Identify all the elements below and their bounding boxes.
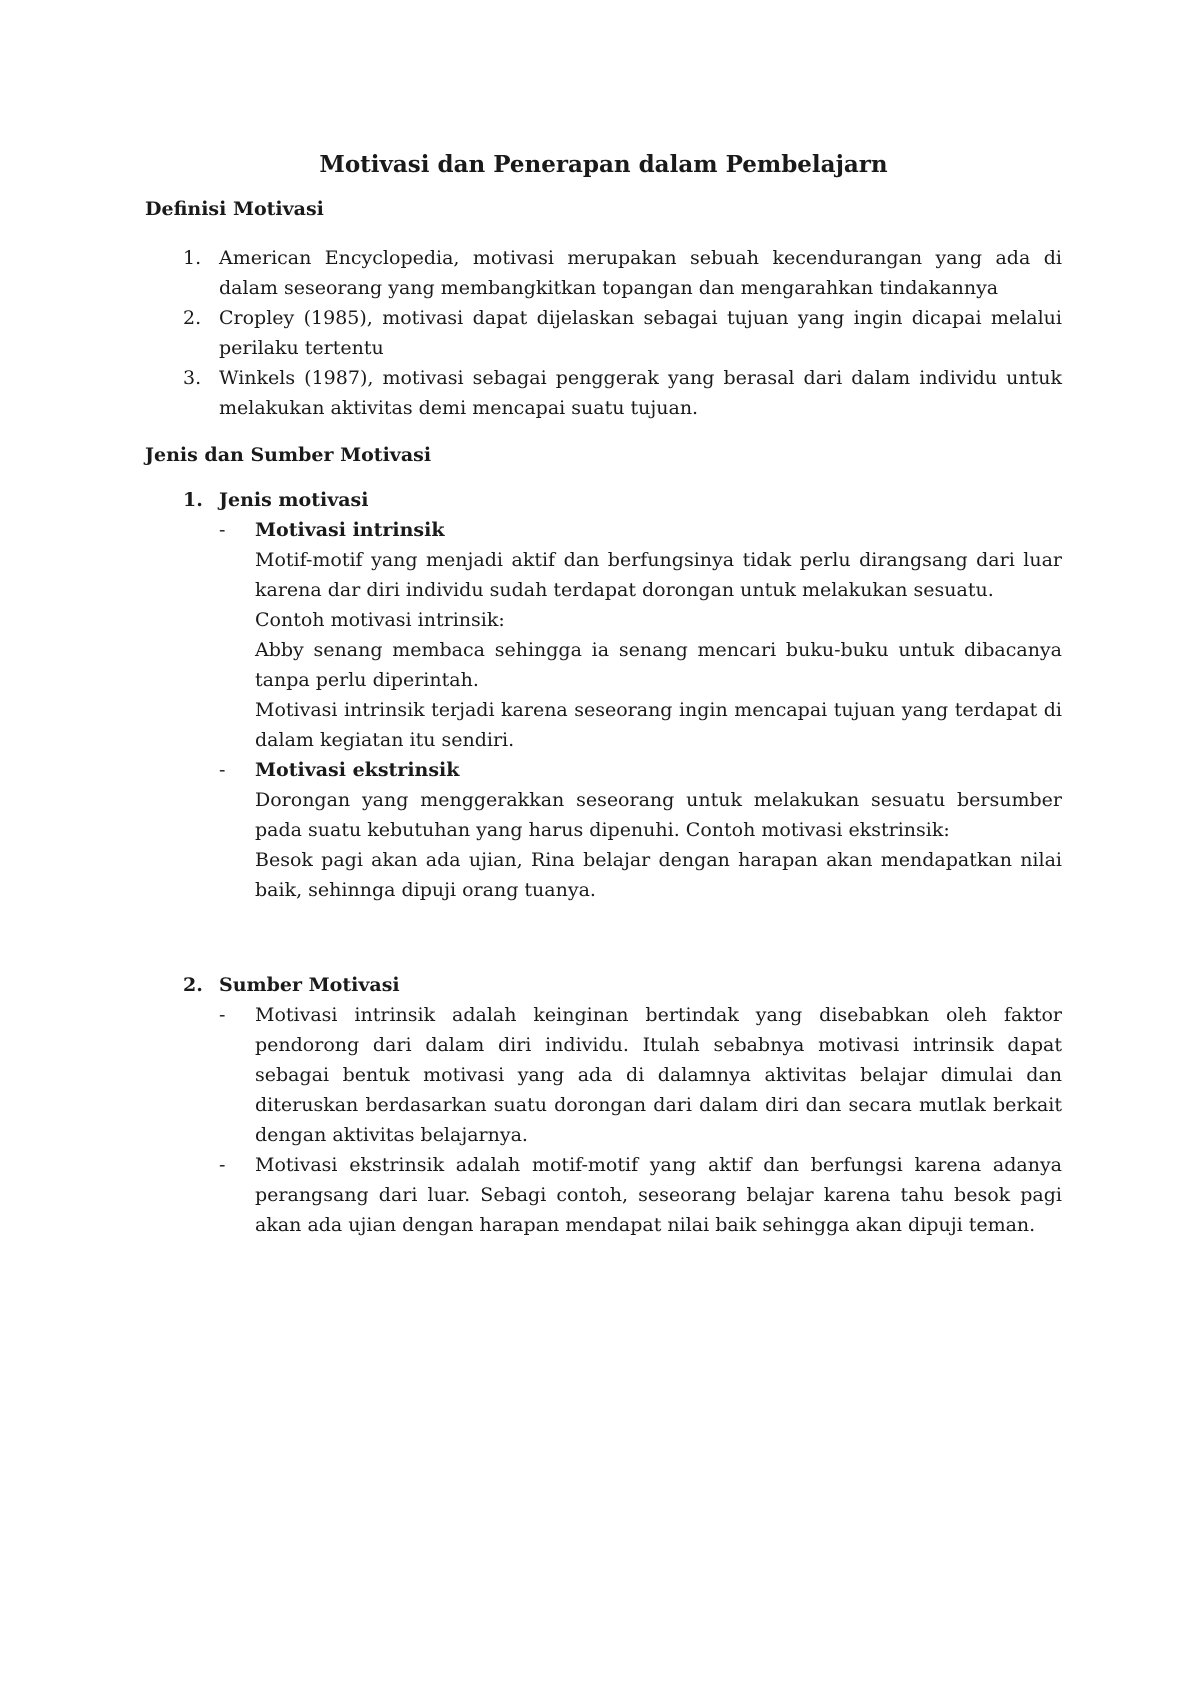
sumber-item-text: Motivasi ekstrinsik adalah motif-motif yang aktif dan berfungsi karena adanya perangsang dari luar. Sebagi contoh, seseorang belajar karena tahu besok pagi akan ada ujian dengan harapan mendapat nilai baik sehingga akan dipuji teman. xyxy=(255,1154,1062,1236)
document-title: Motivasi dan Penerapan dalam Pembelajarn xyxy=(319,151,888,178)
ekstrinsik-example: Besok pagi akan ada ujian, Rina belajar dengan harapan akan mendapatkan nilai baik, sehinnga dipuji orang tuanya. xyxy=(255,849,1062,901)
ekstrinsik-block xyxy=(145,755,1062,905)
item-text: Cropley (1985), motivasi dapat dijelaskan sebagai tujuan yang ingin dicapai melalui perilaku tertentu xyxy=(219,307,1062,359)
item-number: 1. xyxy=(183,247,202,269)
dash-bullet: - xyxy=(219,1154,226,1176)
subsection-jenis-motivasi xyxy=(145,485,1062,515)
definition-item xyxy=(145,363,1062,423)
subsection-label: Jenis motivasi xyxy=(219,489,369,511)
intrinsik-note: Motivasi intrinsik terjadi karena seseorang ingin mencapai tujuan yang terdapat di dalam kegiatan itu sendiri. xyxy=(255,699,1062,751)
dash-bullet: - xyxy=(219,759,226,781)
dash-bullet: - xyxy=(219,1004,226,1026)
sumber-item-text: Motivasi intrinsik adalah keinginan bertindak yang disebabkan oleh faktor pendorong dari dalam diri individu. Itulah sebabnya motivasi intrinsik dapat sebagai bentuk motivasi yang ada di dalamnya aktivitas belajar dimulai dan diteruskan berdasarkan suatu dorongan dari dalam diri dan secara mutlak berkait dengan aktivitas belajarnya. xyxy=(255,1004,1062,1146)
definition-item xyxy=(145,243,1062,303)
subsection-label: Sumber Motivasi xyxy=(219,974,400,996)
intrinsik-paragraph: Motif-motif yang menjadi aktif dan berfungsinya tidak perlu dirangsang dari luar karena dar diri individu sudah terdapat dorongan untuk melakukan sesuatu. xyxy=(255,549,1062,601)
ekstrinsik-paragraph: Dorongan yang menggerakkan seseorang untuk melakukan sesuatu bersumber pada suatu kebutuhan yang harus dipenuhi. Contoh motivasi ekstrinsik: xyxy=(255,789,1062,841)
intrinsik-block xyxy=(145,515,1062,755)
item-number: 2. xyxy=(183,974,203,996)
intrinsik-example-label: Contoh motivasi intrinsik: xyxy=(255,609,505,631)
item-number: 2. xyxy=(183,307,202,329)
item-text: Winkels (1987), motivasi sebagai penggerak yang berasal dari dalam individu untuk melakukan aktivitas demi mencapai suatu tujuan. xyxy=(219,367,1062,419)
item-text: American Encyclopedia, motivasi merupakan sebuah kecendurangan yang ada di dalam seseorang yang membangkitkan topangan dan mengarahkan tindakannya xyxy=(219,247,1062,299)
sumber-item xyxy=(145,1000,1062,1150)
item-number: 1. xyxy=(183,489,203,511)
dash-bullet: - xyxy=(219,519,226,541)
section-heading-definisi: Definisi Motivasi xyxy=(145,198,324,220)
subsection-sumber-motivasi xyxy=(145,970,1062,1000)
definition-item xyxy=(145,303,1062,363)
intrinsik-example: Abby senang membaca sehingga ia senang mencari buku-buku untuk dibacanya tanpa perlu diperintah. xyxy=(255,639,1062,691)
intrinsik-label: Motivasi intrinsik xyxy=(255,519,445,541)
sumber-item xyxy=(145,1150,1062,1240)
section-heading-jenis-sumber: Jenis dan Sumber Motivasi xyxy=(145,444,432,466)
ekstrinsik-label: Motivasi ekstrinsik xyxy=(255,759,460,781)
item-number: 3. xyxy=(183,367,202,389)
